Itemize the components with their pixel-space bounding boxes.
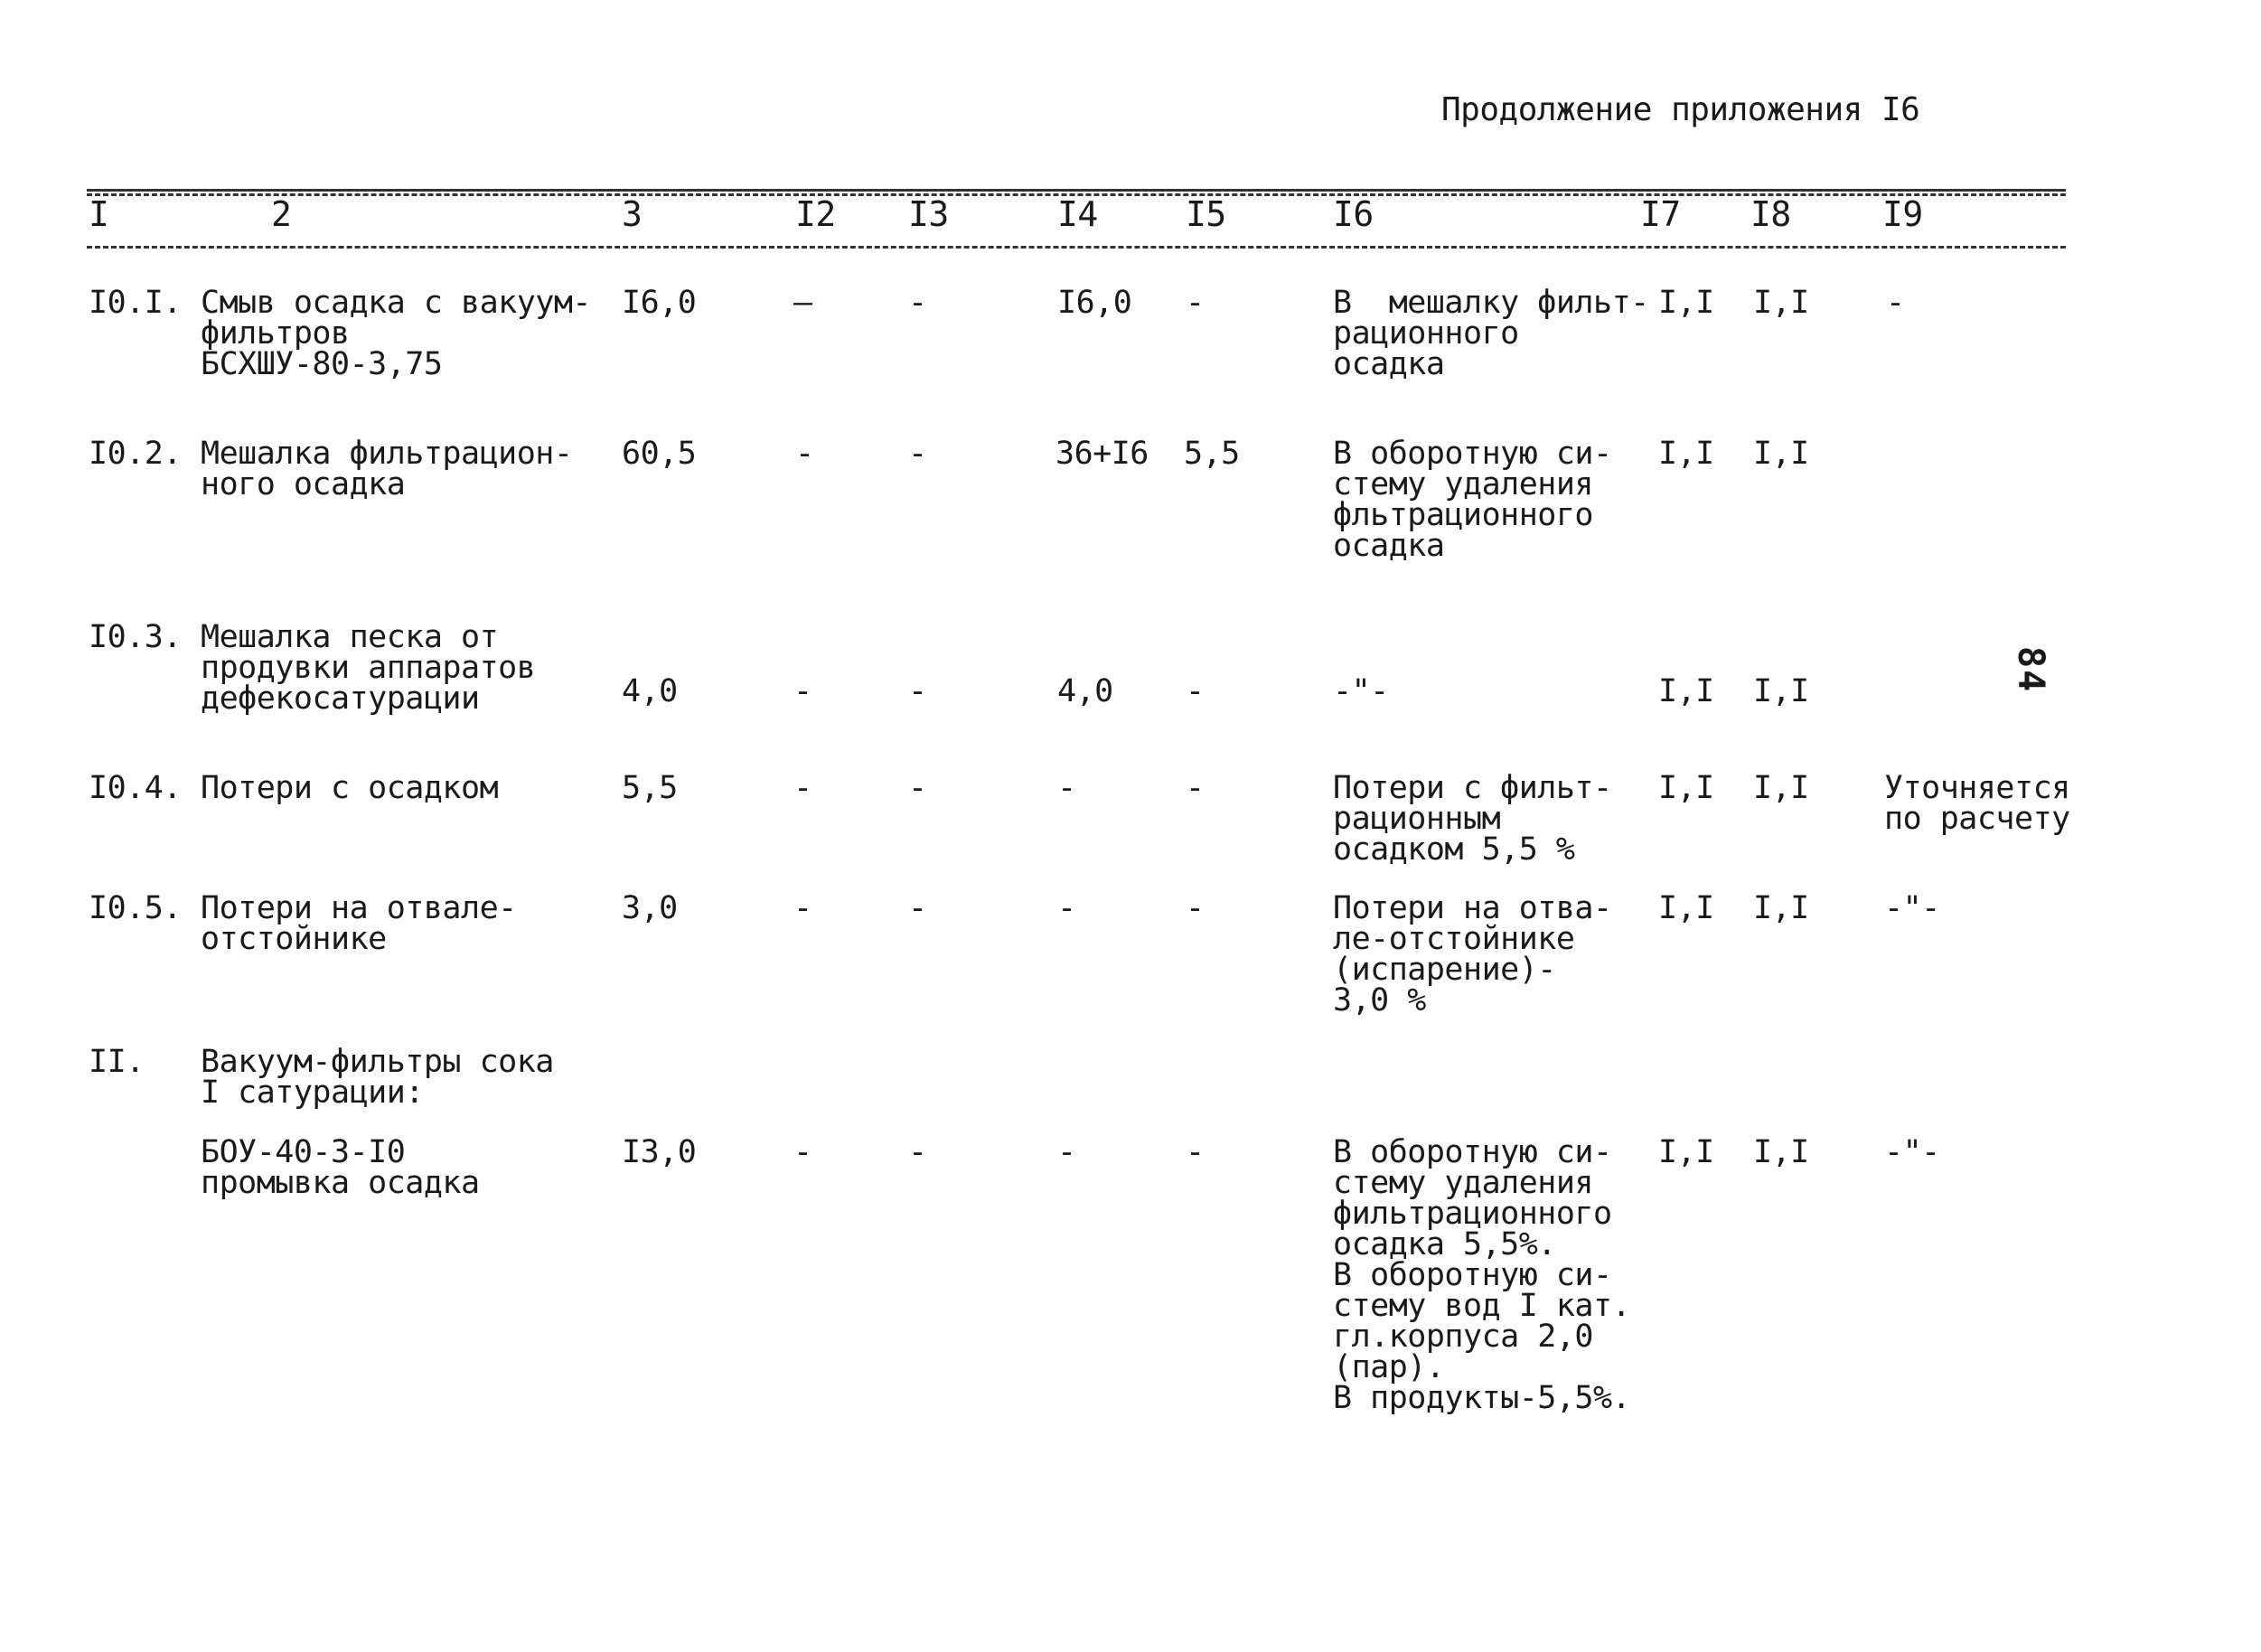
cell-col13: - xyxy=(908,436,927,472)
cell-col12: — xyxy=(793,285,812,321)
header-top-rule xyxy=(87,189,2066,192)
page-number: 84 xyxy=(2010,646,2051,694)
cell-col15: 5,5 xyxy=(1184,436,1240,472)
cell-col15: - xyxy=(1186,285,1205,321)
col-header-18: I8 xyxy=(1750,194,1791,234)
cell-col18: I,I xyxy=(1753,285,1809,321)
cell-col12: - xyxy=(793,673,812,709)
row-number: I0.3. xyxy=(89,619,182,655)
cell-col17: I,I xyxy=(1658,436,1714,472)
col-header-2: 2 xyxy=(271,194,292,234)
row-number: I0.5. xyxy=(89,890,182,926)
cell-col18: I,I xyxy=(1753,673,1809,709)
col-header-1: I xyxy=(89,194,109,234)
cell-col3: I3,0 xyxy=(622,1134,697,1170)
row-name: Потери с осадком xyxy=(201,770,499,806)
cell-col17: I,I xyxy=(1658,770,1714,806)
col-header-19: I9 xyxy=(1882,194,1923,234)
cell-col19: Уточняется по расчету xyxy=(1884,770,2070,837)
cell-col14: - xyxy=(1057,1134,1076,1170)
col-header-14: I4 xyxy=(1057,194,1098,234)
cell-col14: I6,0 xyxy=(1057,285,1132,321)
cell-col3: 60,5 xyxy=(622,436,697,472)
cell-col15: - xyxy=(1186,673,1205,709)
cell-col17: I,I xyxy=(1658,285,1714,321)
cell-col3: 3,0 xyxy=(622,890,678,926)
cell-col15: - xyxy=(1186,1134,1205,1170)
cell-col16: Потери с фильт- рационным осадком 5,5 % xyxy=(1333,770,1612,868)
cell-col15: - xyxy=(1186,890,1205,926)
cell-col13: - xyxy=(908,673,927,709)
row-name: БОУ-40-3-I0 промывка осадка xyxy=(201,1134,480,1201)
cell-col19: - xyxy=(1886,285,1905,321)
row-number: II. xyxy=(89,1044,145,1080)
col-header-15: I5 xyxy=(1186,194,1226,234)
cell-col15: - xyxy=(1186,770,1205,806)
cell-col13: - xyxy=(908,890,927,926)
cell-col16: В оборотную си- стему удаления фильтрационного осадка 5,5%. В оборотную си- стему вод I кат. гл.корпуса 2,0 (пар). В продукты-5,5%. xyxy=(1333,1134,1631,1416)
header-bottom-rule xyxy=(87,246,2066,249)
page-title: Продолжение приложения I6 xyxy=(1441,91,1920,128)
row-number: I0.I. xyxy=(89,285,182,321)
row-number: I0.4. xyxy=(89,770,182,806)
cell-col3: I6,0 xyxy=(622,285,697,321)
col-header-12: I2 xyxy=(795,194,836,234)
cell-col12: - xyxy=(793,1134,812,1170)
cell-col12: - xyxy=(793,890,812,926)
cell-col17: I,I xyxy=(1658,890,1714,926)
cell-col13: - xyxy=(908,770,927,806)
col-header-16: I6 xyxy=(1333,194,1374,234)
cell-col17: I,I xyxy=(1658,1134,1714,1170)
cell-col14: - xyxy=(1057,770,1076,806)
row-name: Смыв осадка с вакуум- фильтров БСХШУ-80-3,75 xyxy=(201,285,592,382)
row-name: Вакуум-фильтры сока I сатурации: xyxy=(201,1044,554,1111)
cell-col14: 36+I6 xyxy=(1055,436,1149,472)
cell-col3: 5,5 xyxy=(622,770,678,806)
cell-col3: 4,0 xyxy=(622,673,678,709)
cell-col19: -"- xyxy=(1884,890,1940,926)
row-name: Потери на отвале- отстойнике xyxy=(201,890,517,957)
row-name: Мешалка песка от продувки аппаратов дефекосатурации xyxy=(201,619,536,717)
cell-col16: -"- xyxy=(1333,673,1389,709)
col-header-3: 3 xyxy=(622,194,643,234)
cell-col16: В оборотную си- стему удаления фльтрационного осадка xyxy=(1333,436,1612,564)
cell-col17: I,I xyxy=(1658,673,1714,709)
cell-col18: I,I xyxy=(1753,890,1809,926)
row-name: Мешалка фильтрацион- ного осадка xyxy=(201,436,573,502)
col-header-17: I7 xyxy=(1640,194,1681,234)
cell-col14: 4,0 xyxy=(1057,673,1113,709)
cell-col14: - xyxy=(1057,890,1076,926)
cell-col12: - xyxy=(793,770,812,806)
cell-col18: I,I xyxy=(1753,770,1809,806)
cell-col13: - xyxy=(908,285,927,321)
cell-col18: I,I xyxy=(1753,1134,1809,1170)
cell-col19: -"- xyxy=(1884,1134,1940,1170)
cell-col12: - xyxy=(795,436,814,472)
cell-col16: Потери на отва- ле-отстойнике (испарение)- 3,0 % xyxy=(1333,890,1612,1018)
cell-col18: I,I xyxy=(1753,436,1809,472)
cell-col13: - xyxy=(908,1134,927,1170)
cell-col16: В мешалку фильт- рационного осадка xyxy=(1333,285,1649,382)
col-header-13: I3 xyxy=(908,194,949,234)
row-number: I0.2. xyxy=(89,436,182,472)
